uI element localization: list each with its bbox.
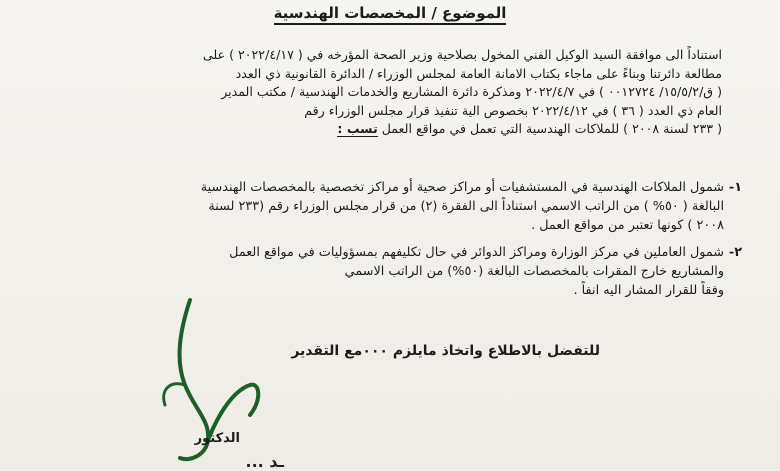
subject-heading [0, 4, 780, 22]
item-line: والمشاريع خارج المقرات بالمخصصات البالغة (٥٠%) من الراتب الاسمي [344, 264, 724, 279]
paragraph-line: استناداً الى موافقة السيد الوكيل الفني المخول بصلاحية وزير الصحة المؤرخه في ( ٢٠٢٢/٤/١٧ ) على [202, 47, 722, 62]
emphasis-word: تسب : [337, 121, 378, 137]
signatory-title: الدكتور [194, 431, 240, 446]
item-line: وفقاً للقرار المشار اليه انفاً . [573, 283, 724, 298]
item-number: ٢- [728, 245, 742, 260]
item-line: شمول العاملين في مركز الوزارة ومراكز الدوائر في حال تكليفهم بمسؤوليات في مواقع العمل [229, 245, 724, 260]
paragraph-line: مطالعة دائرتنا وبناءً على ماجاء بكتاب الامانة العامة لمجلس الوزراء / الدائرة القانونية ذي العدد [235, 65, 722, 81]
paragraph-line-text: ( ٢٣٣ لسنة ٢٠٠٨ ) للملاكات الهندسية التي تعمل في مواقع العمل [381, 121, 722, 137]
item-line: شمول الملاكات الهندسية في المستشفيات أو مراكز صحية أو مراكز تخصصية بالمخصصات الهندسية [200, 180, 724, 195]
subject-text: الموضوع / المخصصات الهندسية [274, 4, 507, 25]
paragraph-line: ( ق/١٥/٥/٢/ ٠٠١٢٧٢٤ ) في ٢٠٢٢/٤/٧ ومذكرة دائرة المشاريع والخدمات الهندسية / مكتب المدير [221, 84, 722, 100]
signatory-name: ـد ... [245, 452, 284, 471]
item-number: ١- [728, 180, 742, 195]
intro-paragraph [72, 46, 722, 139]
item-line: البالغة ( ٥٠% ) من الراتب الاسمي استناداً الى الفقرة (٢) من قرار مجلس الوزراء رقم (٢٣٣ لسنة [208, 199, 724, 214]
paragraph-line: العام ذي العدد ( ٣٦ ) في ٢٠٢٢/٤/١٢ بخصوص الية تنفيذ قرار مجلس الوزراء رقم [304, 102, 722, 118]
paragraph-line [72, 120, 722, 139]
list-item [74, 178, 742, 235]
closing-line: للتفضل بالاطلاع واتخاذ مايلزم ٠٠٠مع التقدير [291, 343, 600, 359]
item-line: ٢٠٠٨ ) كونها تعتبر من مواقع العمل . [531, 218, 724, 233]
